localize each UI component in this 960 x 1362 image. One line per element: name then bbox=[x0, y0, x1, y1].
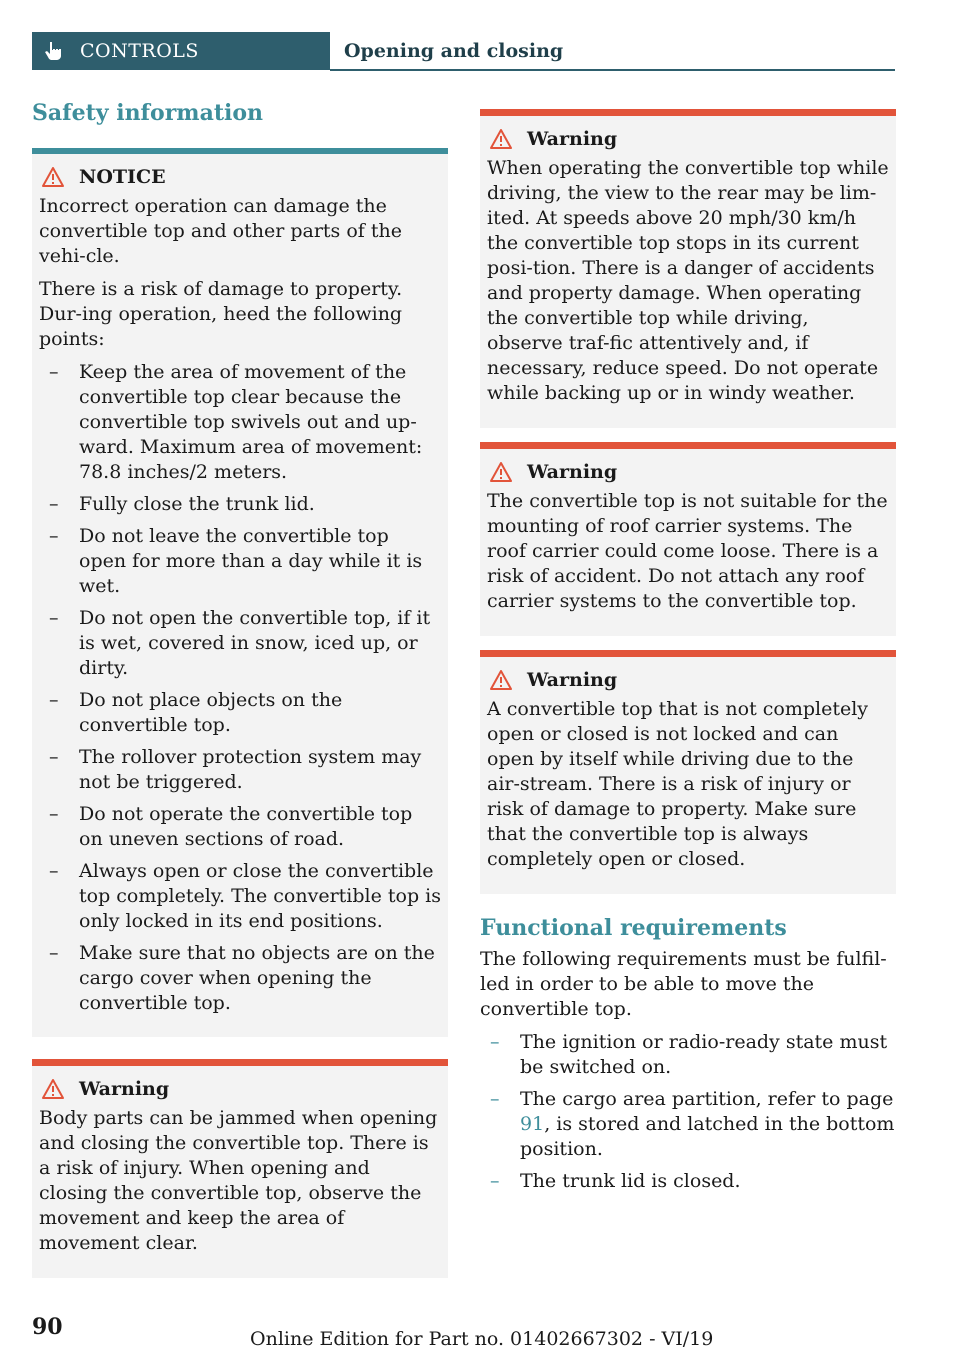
left-column bbox=[32, 100, 448, 1278]
list-item: – The trunk lid is closed. bbox=[480, 1169, 896, 1194]
warning-triangle-icon bbox=[489, 669, 513, 691]
warning-title-row bbox=[39, 1072, 441, 1106]
footer-edition: Online Edition for Part no. 01402667302 - VI/19 bbox=[250, 1328, 714, 1350]
notice-title-row bbox=[39, 160, 441, 194]
warning-title-row bbox=[487, 455, 889, 489]
warning-text: The convertible top is not suitable for the mounting of roof carrier systems. The roof carrier could come loose. There is a risk of accident. Do not attach any roof carrier systems to the convertible top. bbox=[487, 490, 888, 612]
warning-title: Warning bbox=[79, 1077, 170, 1100]
notice-box bbox=[32, 148, 448, 1037]
chapter-title-bar bbox=[330, 32, 895, 71]
warning-triangle-icon bbox=[41, 166, 65, 188]
warning-title-row bbox=[487, 122, 889, 156]
safety-heading: Safety information bbox=[32, 100, 264, 126]
list-item: – Fully close the trunk lid. bbox=[39, 492, 441, 517]
item-text: The cargo area partition, refer to page bbox=[520, 1088, 894, 1110]
warning-text: A convertible top that is not completely open or closed is not locked and can open by itself while driving due to the air-stream. There is a risk of injury or risk of damage to property. Make sure that the convertible top is always completely open or closed. bbox=[487, 698, 869, 870]
warning-text: Body parts can be jammed when opening and closing the convertible top. There is a risk of injury. When opening and closing the convertible top, observe the movement and keep the area of movement clear. bbox=[39, 1107, 438, 1254]
list-item: – Keep the area of movement of the convertible top clear because the convertible top swivels out and up-ward. Maximum area of movement: 78.8 inches/2 meters. bbox=[39, 360, 441, 485]
warning-triangle-icon bbox=[41, 1078, 65, 1100]
functional-intro: The following requirements must be fulfil-led in order to be able to move the convertible top. bbox=[480, 948, 887, 1020]
right-column bbox=[480, 109, 896, 1201]
warning-title: Warning bbox=[527, 460, 618, 483]
list-item: – The rollover protection system may not be triggered. bbox=[39, 745, 441, 795]
list-item: – Do not place objects on the convertible top. bbox=[39, 688, 441, 738]
page-header bbox=[32, 32, 895, 70]
notice-title: NOTICE bbox=[79, 165, 166, 188]
notice-paragraph-1: Incorrect operation can damage the convertible top and other parts of the vehi-cle. bbox=[39, 195, 402, 267]
warning-title-row bbox=[487, 663, 889, 697]
warning-triangle-icon bbox=[489, 461, 513, 483]
list-item: – Do not open the convertible top, if it is wet, covered in snow, iced up, or dirty. bbox=[39, 606, 441, 681]
functional-list bbox=[480, 1030, 896, 1194]
list-item: – Do not operate the convertible top on uneven sections of road. bbox=[39, 802, 441, 852]
list-item: – The ignition or radio-ready state must be switched on. bbox=[480, 1030, 896, 1080]
item-text: , is stored and latched in the bottom position. bbox=[520, 1113, 895, 1160]
pointing-hand-icon bbox=[44, 41, 64, 61]
warning-box-not-locked bbox=[480, 650, 896, 894]
notice-paragraph-2: There is a risk of damage to property. Dur-ing operation, heed the following points: bbox=[39, 278, 403, 350]
page-link[interactable]: 91 bbox=[520, 1113, 545, 1135]
warning-title: Warning bbox=[527, 668, 618, 691]
list-item bbox=[480, 1087, 896, 1162]
warning-box-jamming bbox=[32, 1059, 448, 1278]
functional-requirements-section bbox=[480, 916, 896, 1194]
functional-heading: Functional requirements bbox=[480, 915, 787, 941]
warning-box-driving bbox=[480, 109, 896, 428]
warning-title: Warning bbox=[527, 127, 618, 150]
page-number: 90 bbox=[32, 1314, 63, 1340]
chapter-title: Opening and closing bbox=[344, 39, 564, 62]
notice-list bbox=[39, 360, 441, 1016]
warning-triangle-icon bbox=[489, 128, 513, 150]
list-item: – Do not leave the convertible top open for more than a day while it is wet. bbox=[39, 524, 441, 599]
warning-text: When operating the convertible top while driving, the view to the rear may be lim-ited. At speeds above 20 mph/30 km/h the convertible top stops in its current posi-tion. There is a danger of accidents and property damage. When operating the convertible top while driving, observe traf-fic attentively and, if necessary, reduce speed. Do not operate while backing up or in windy weather. bbox=[487, 157, 889, 404]
list-item: – Make sure that no objects are on the cargo cover when opening the convertible top. bbox=[39, 941, 441, 1016]
warning-box-roof-carrier bbox=[480, 442, 896, 636]
section-label: CONTROLS bbox=[80, 40, 199, 62]
section-tab bbox=[32, 32, 330, 70]
list-item: – Always open or close the convertible top completely. The convertible top is only locked in its end positions. bbox=[39, 859, 441, 934]
